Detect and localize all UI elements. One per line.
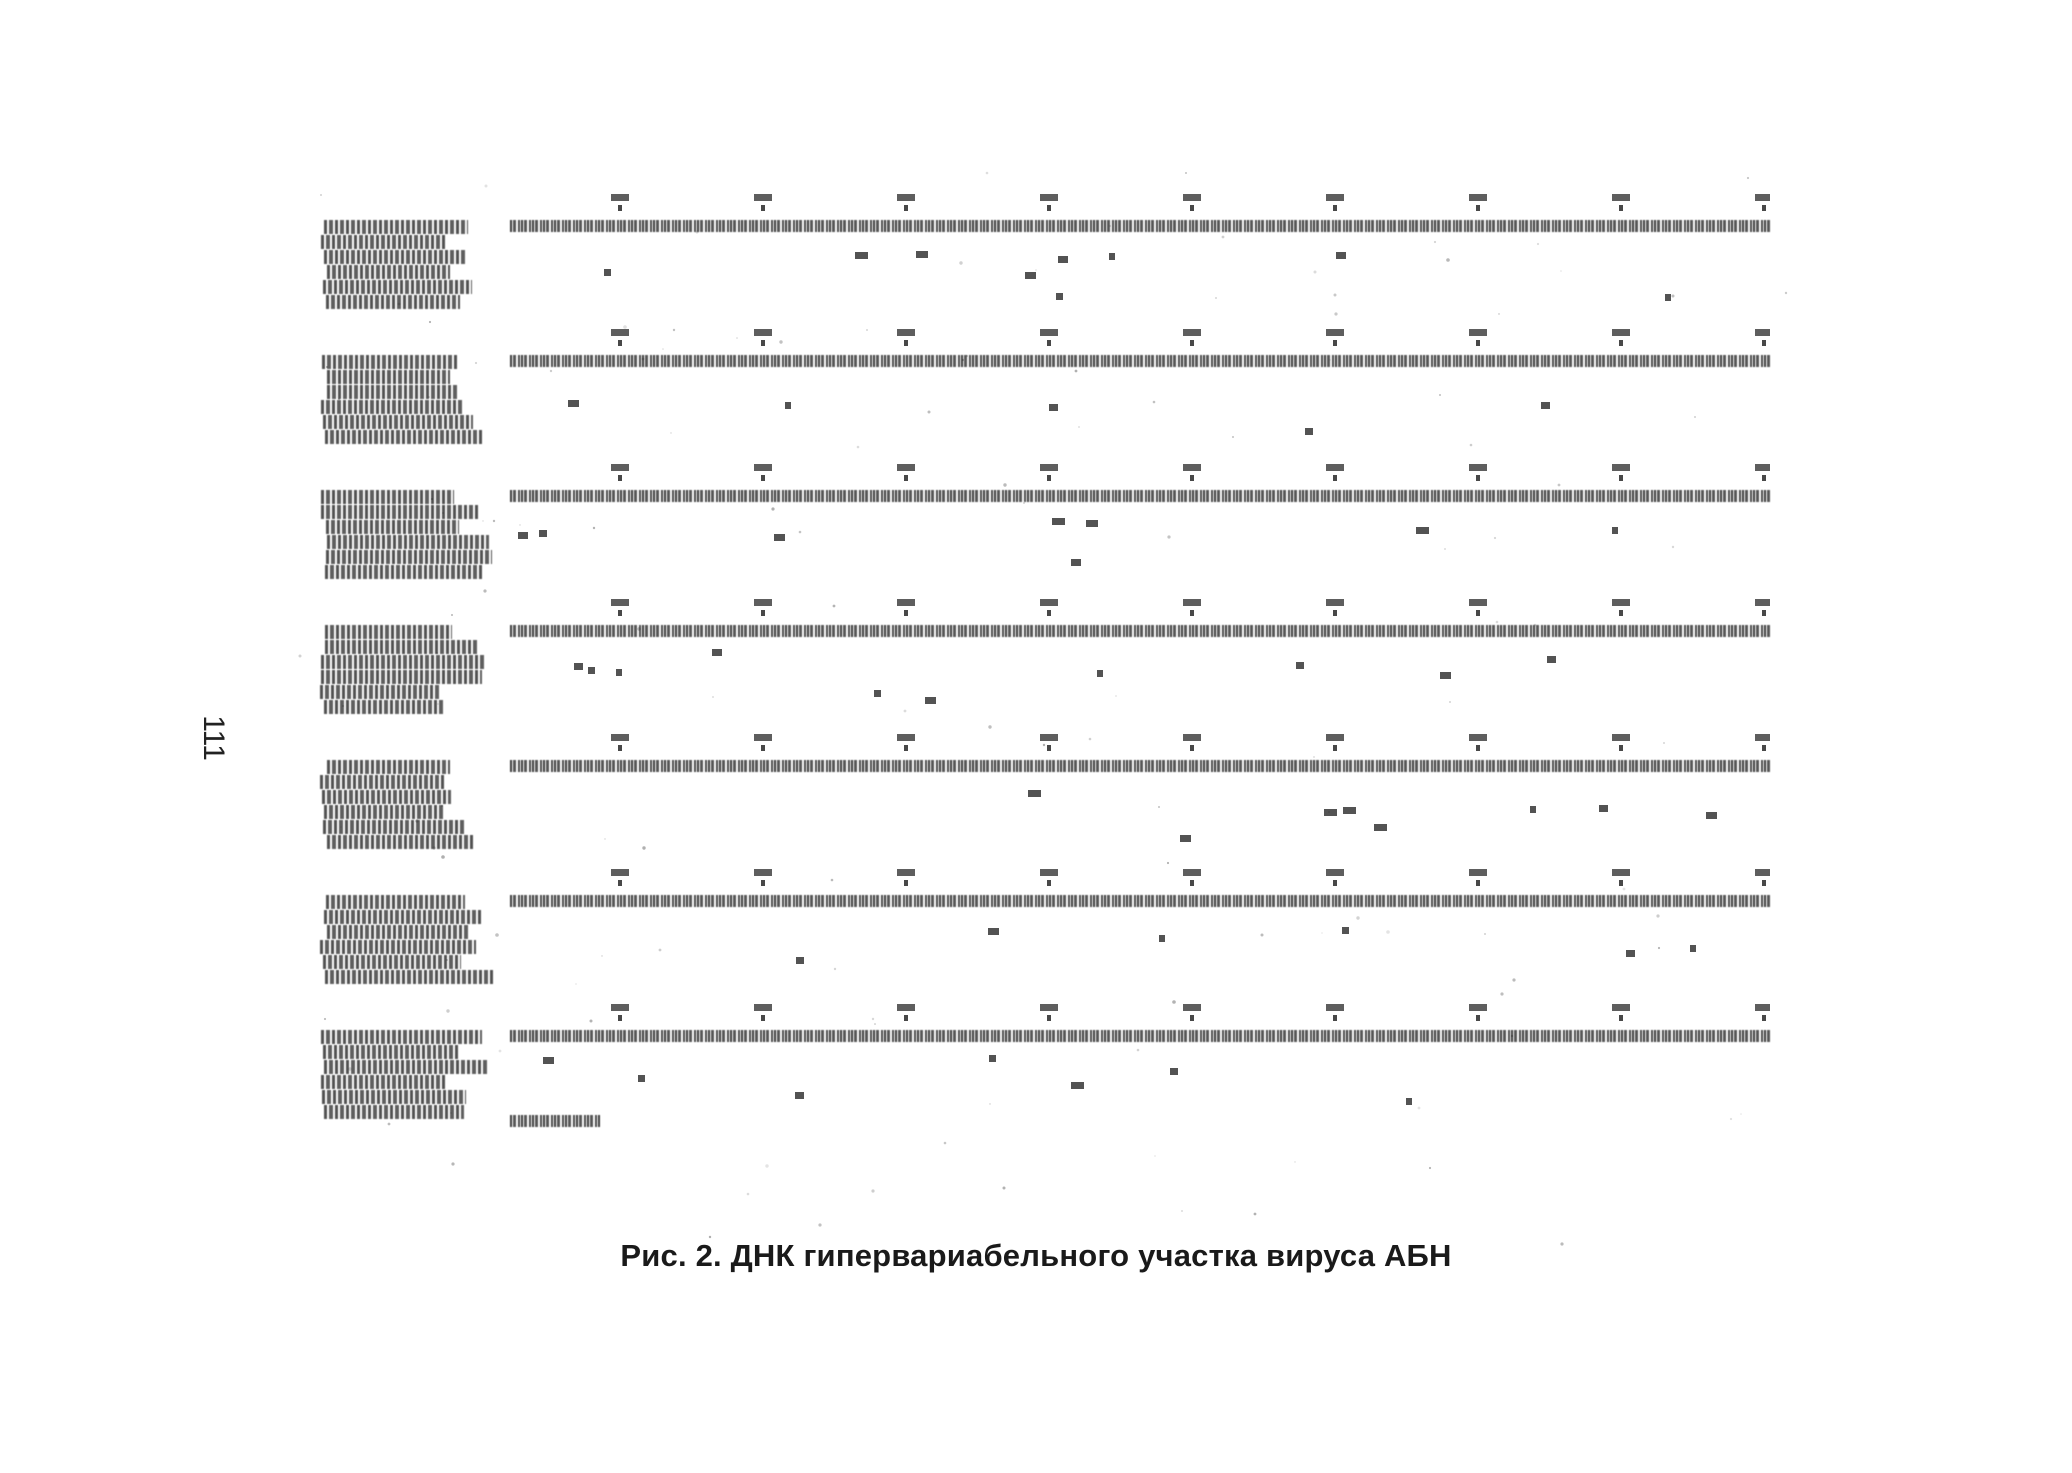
position-ruler	[510, 730, 1770, 756]
sequence-label	[322, 790, 451, 804]
position-tick	[897, 869, 915, 886]
variant-mark	[1547, 656, 1556, 663]
variant-mark	[616, 669, 622, 676]
variant-mark	[916, 251, 928, 258]
sequence-label	[326, 550, 492, 564]
position-tick	[1326, 329, 1344, 346]
position-tick	[1183, 464, 1201, 481]
sequence-label	[324, 1060, 488, 1074]
sequence-label-column	[320, 760, 495, 850]
position-ruler	[510, 865, 1770, 891]
position-tick	[897, 329, 915, 346]
sequence-label	[327, 925, 469, 939]
variant-mark	[1049, 404, 1058, 411]
variant-mark	[1028, 790, 1041, 797]
consensus-sequence-line	[510, 355, 1770, 367]
sequence-label	[322, 355, 459, 369]
variant-mark	[1416, 527, 1429, 534]
position-tick	[1040, 329, 1058, 346]
variant-mark	[1058, 256, 1068, 263]
position-tick	[1469, 194, 1487, 211]
position-tick	[1040, 869, 1058, 886]
variant-mark	[1336, 252, 1346, 259]
variant-marks	[510, 641, 1770, 711]
sequence-label-column	[320, 490, 495, 580]
sequence-label-column	[320, 220, 495, 310]
variant-mark	[1599, 805, 1608, 812]
position-tick	[1326, 194, 1344, 211]
variant-mark	[1612, 527, 1618, 534]
sequence-label	[325, 625, 452, 639]
consensus-sequence-line	[510, 760, 1770, 772]
sequence-label	[325, 970, 494, 984]
position-tick	[754, 869, 772, 886]
position-tick	[1469, 734, 1487, 751]
variant-marks	[510, 236, 1770, 306]
variant-mark	[1025, 272, 1036, 279]
sequence-label	[327, 835, 473, 849]
position-tick	[1183, 734, 1201, 751]
variant-mark	[1071, 1082, 1084, 1089]
position-tick	[754, 1004, 772, 1021]
variant-mark	[1342, 927, 1349, 934]
variant-mark	[1324, 809, 1337, 816]
consensus-sequence-line	[510, 625, 1770, 637]
position-tick	[611, 599, 629, 616]
position-tick	[1755, 869, 1770, 886]
position-tick	[1612, 194, 1630, 211]
position-tick	[1469, 869, 1487, 886]
figure-caption: Рис. 2. ДНК гипервариабельного участка вируса АБН	[620, 1238, 1452, 1273]
variant-marks	[510, 506, 1770, 576]
position-tick	[1755, 194, 1770, 211]
position-ruler	[510, 325, 1770, 351]
consensus-sequence-line	[510, 490, 1770, 502]
sequence-label	[321, 505, 478, 519]
position-tick	[897, 734, 915, 751]
variant-marks	[510, 776, 1770, 846]
position-tick	[1469, 464, 1487, 481]
variant-mark	[1541, 402, 1550, 409]
sequence-label	[320, 940, 476, 954]
position-tick	[1183, 194, 1201, 211]
position-tick	[897, 1004, 915, 1021]
position-ruler	[510, 595, 1770, 621]
position-tick	[754, 194, 772, 211]
variant-mark	[1086, 520, 1098, 527]
sequence-alignment-figure	[320, 190, 1790, 1240]
position-tick	[754, 464, 772, 481]
position-tick	[611, 1004, 629, 1021]
variant-mark	[1180, 835, 1191, 842]
variant-mark	[1530, 806, 1536, 813]
variant-marks	[510, 1046, 1770, 1116]
position-tick	[611, 734, 629, 751]
sequence-label	[323, 955, 461, 969]
position-tick	[1612, 329, 1630, 346]
sequence-label	[327, 760, 450, 774]
variant-mark	[1109, 253, 1115, 260]
sequence-label	[324, 220, 468, 234]
sequence-label	[326, 295, 460, 309]
variant-mark	[588, 667, 595, 674]
sequence-label	[327, 265, 450, 279]
sequence-label	[326, 520, 459, 534]
variant-mark	[1305, 428, 1313, 435]
position-tick	[1755, 329, 1770, 346]
variant-mark	[1440, 672, 1451, 679]
sequence-label-column	[320, 355, 495, 445]
consensus-sequence-line	[510, 220, 1770, 232]
variant-mark	[712, 649, 722, 656]
position-tick	[1326, 869, 1344, 886]
variant-mark	[1665, 294, 1671, 301]
position-tick	[1040, 194, 1058, 211]
variant-mark	[518, 532, 528, 539]
position-tick	[611, 869, 629, 886]
sequence-label	[325, 640, 479, 654]
position-tick	[897, 194, 915, 211]
trailing-sequence-fragment	[510, 1115, 600, 1127]
sequence-label	[322, 1090, 466, 1104]
consensus-sequence-line	[510, 895, 1770, 907]
variant-mark	[1159, 935, 1165, 942]
sequence-label	[321, 1030, 482, 1044]
sequence-label	[324, 910, 483, 924]
position-tick	[1183, 599, 1201, 616]
position-tick	[1469, 329, 1487, 346]
position-tick	[1326, 734, 1344, 751]
sequence-label	[323, 1045, 460, 1059]
sequence-label	[321, 235, 446, 249]
variant-mark	[774, 534, 785, 541]
variant-mark	[855, 252, 868, 259]
position-tick	[1469, 599, 1487, 616]
position-tick	[611, 464, 629, 481]
variant-mark	[795, 1092, 804, 1099]
position-tick	[1755, 464, 1770, 481]
sequence-label	[323, 280, 472, 294]
alignment-block	[320, 460, 1790, 595]
variant-mark	[785, 402, 791, 409]
page-number	[190, 715, 230, 773]
variant-mark	[1052, 518, 1065, 525]
variant-marks	[510, 911, 1770, 981]
position-tick	[1612, 734, 1630, 751]
sequence-label	[321, 1075, 445, 1089]
position-tick	[1183, 869, 1201, 886]
position-tick	[611, 194, 629, 211]
position-tick	[1040, 734, 1058, 751]
alignment-block	[320, 595, 1790, 730]
position-tick	[754, 329, 772, 346]
variant-mark	[925, 697, 936, 704]
sequence-label	[325, 565, 482, 579]
position-tick	[1612, 1004, 1630, 1021]
variant-mark	[604, 269, 611, 276]
alignment-block	[320, 730, 1790, 865]
position-ruler	[510, 460, 1770, 486]
position-tick	[897, 464, 915, 481]
position-tick	[754, 734, 772, 751]
sequence-label	[327, 535, 489, 549]
position-tick	[611, 329, 629, 346]
position-tick	[1612, 464, 1630, 481]
sequence-label-column	[320, 1030, 495, 1120]
variant-mark	[543, 1057, 554, 1064]
sequence-label	[321, 400, 464, 414]
position-tick	[1183, 1004, 1201, 1021]
variant-mark	[1097, 670, 1103, 677]
sequence-label	[320, 685, 441, 699]
variant-mark	[1071, 559, 1081, 566]
variant-mark	[1170, 1068, 1178, 1075]
sequence-label	[324, 700, 445, 714]
variant-mark	[1626, 950, 1635, 957]
position-tick	[1326, 464, 1344, 481]
variant-mark	[1296, 662, 1304, 669]
alignment-block	[320, 325, 1790, 460]
sequence-label	[325, 430, 482, 444]
alignment-block	[320, 865, 1790, 1000]
consensus-sequence-line	[510, 1030, 1770, 1042]
variant-mark	[1406, 1098, 1412, 1105]
sequence-label	[324, 1105, 464, 1119]
sequence-label	[324, 250, 466, 264]
position-tick	[1040, 464, 1058, 481]
variant-mark	[1056, 293, 1063, 300]
sequence-label	[323, 415, 473, 429]
position-tick	[1040, 599, 1058, 616]
position-tick	[1755, 599, 1770, 616]
position-tick	[1612, 599, 1630, 616]
variant-marks	[510, 371, 1770, 441]
variant-mark	[1343, 807, 1356, 814]
position-ruler	[510, 190, 1770, 216]
sequence-label	[321, 670, 482, 684]
sequence-label-column	[320, 625, 495, 715]
variant-mark	[988, 928, 999, 935]
position-tick	[1326, 1004, 1344, 1021]
variant-mark	[568, 400, 579, 407]
variant-mark	[539, 530, 547, 537]
sequence-label	[321, 655, 484, 669]
sequence-label	[326, 895, 465, 909]
position-tick	[1183, 329, 1201, 346]
variant-mark	[1374, 824, 1387, 831]
position-tick	[1755, 1004, 1770, 1021]
sequence-label	[321, 490, 454, 504]
position-tick	[1469, 1004, 1487, 1021]
sequence-label	[320, 775, 444, 789]
position-tick	[1612, 869, 1630, 886]
position-tick	[897, 599, 915, 616]
position-ruler	[510, 1000, 1770, 1026]
sequence-label	[323, 820, 464, 834]
variant-mark	[1706, 812, 1717, 819]
sequence-label	[327, 385, 458, 399]
page-number-text: 111	[196, 715, 230, 761]
alignment-block	[320, 190, 1790, 325]
variant-mark	[638, 1075, 645, 1082]
variant-mark	[574, 663, 583, 670]
position-tick	[1040, 1004, 1058, 1021]
variant-mark	[796, 957, 804, 964]
position-tick	[754, 599, 772, 616]
sequence-label-column	[320, 895, 495, 985]
variant-mark	[874, 690, 881, 697]
sequence-label	[324, 805, 445, 819]
position-tick	[1326, 599, 1344, 616]
variant-mark	[989, 1055, 996, 1062]
sequence-label	[327, 370, 450, 384]
position-tick	[1755, 734, 1770, 751]
variant-mark	[1690, 945, 1696, 952]
